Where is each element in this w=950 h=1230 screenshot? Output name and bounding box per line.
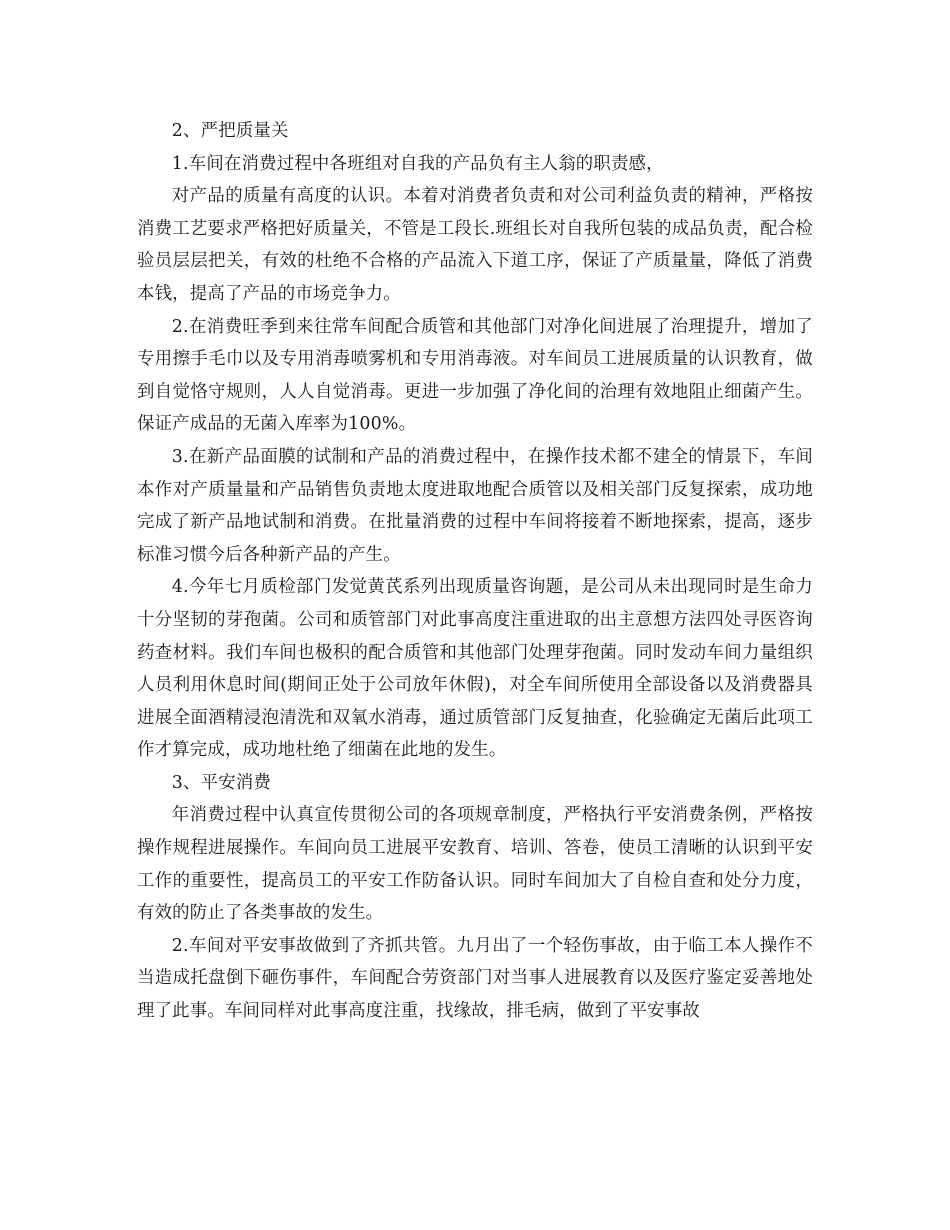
section-heading-safety: 3、平安消费 (171, 772, 272, 793)
paragraph-quality-4: 4.今年七月质检部门发觉黄芪系列出现质量咨询题，是公司从未出现同时是生命力十分坚韧的芽孢菌。公司和质管部门对此事高度注重进取的出主意想方法四处寻医咨询药查材料。我们车间也极积的配合质管和其他部门处理芽孢菌。同时发动车间力量组织人员利用休息时间(期间正处于公司放年休假)，对全车间所使用全部设备以及消费器具进展全面酒精浸泡清洗和双氧水消毒，通过质管部门反复抽查，化验确定无菌后此项工作才算完成，成功地杜绝了细菌在此地的发生。 (137, 577, 813, 761)
paragraph-safety-1: 年消费过程中认真宣传贯彻公司的各项规章制度，严格执行平安消费条例，严格按操作规程进展操作。车间向员工进展平安教育、培训、答卷，使员工清晰的认识到平安工作的重要性，提高员工的平安工作防备认识。同时车间加大了自检自查和处分力度，有效的防止了各类事故的发生。 (137, 805, 813, 924)
paragraph-safety-2: 2.车间对平安事故做到了齐抓共管。九月出了一个轻伤事故，由于临工本人操作不当造成托盘倒下砸伤事件，车间配合劳资部门对当事人进展教育以及医疗鉴定妥善地处理了此事。车间同样对此事高度注重，找缘故，排毛病，做到了平安事故 (137, 935, 813, 1022)
paragraph-quality-1-lead: 1.车间在消费过程中各班组对自我的产品负有主人翁的职责感， (171, 153, 664, 174)
paragraph-quality-2: 2.在消费旺季到来往常车间配合质管和其他部门对净化间进展了治理提升，增加了专用擦手毛巾以及专用消毒喷雾机和专用消毒液。对车间员工进展质量的认识教育，做到自觉恪守规则，人人自觉消毒。更进一步加强了净化间的治理有效地阻止细菌产生。保证产成品的无菌入库率为100%。 (137, 316, 813, 435)
document-body (137, 115, 813, 1028)
paragraph-quality-3: 3.在新产品面膜的试制和产品的消费过程中，在操作技术都不建全的情景下，车间本作对产质量量和产品销售负责地太度进取地配合质管以及相关部门反复探索，成功地完成了新产品地试制和消费。在批量消费的过程中车间将接着不断地探索，提高，逐步标准习惯今后各种新产品的产生。 (137, 446, 813, 565)
paragraph-quality-1-body: 对产品的质量有高度的认识。本着对消费者负责和对公司利益负责的精神，严格按消费工艺要求严格把好质量关，不管是工段长.班组长对自我所包装的成品负责，配合检验员层层把关，有效的杜绝不合格的产品流入下道工序，保证了产质量量，降低了消费本钱，提高了产品的市场竞争力。 (137, 186, 813, 304)
section-heading-quality: 2、严把质量关 (171, 121, 289, 141)
